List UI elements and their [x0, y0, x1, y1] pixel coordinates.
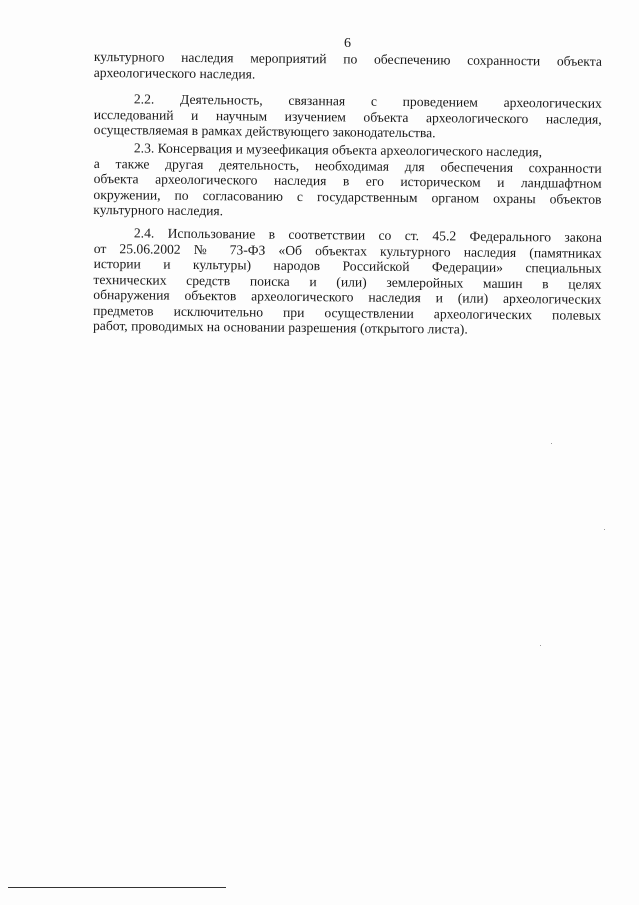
- text-line: культурного наследия.: [93, 201, 224, 219]
- paragraph-2-2: [94, 91, 602, 142]
- text-line: окружении, по согласованию с государственным органом охраны объектов: [93, 186, 602, 207]
- text-line: работ, проводимых на основании разрешения (открытого листа).: [92, 317, 468, 337]
- scan-speck: [540, 645, 541, 646]
- scan-speck: [604, 529, 605, 530]
- text-line: обнаружения объектов археологического наследия и (или) археологических: [93, 286, 602, 307]
- text-line: от 25.06.2002 № 73-ФЗ «Об объектах культурного наследия (памятниках: [93, 240, 602, 261]
- paragraph-2-3: [93, 140, 602, 222]
- text-line: 2.4. Использование в соответствии со ст. 45.2 Федерального закона: [133, 225, 602, 245]
- paragraph-continuation: [94, 49, 602, 85]
- text-line: истории и культуры) народов Российской Федерации» специальных: [93, 255, 602, 276]
- text-line: 2.3. Консервация и музеефикация объекта археологического наследия,: [133, 140, 543, 160]
- text-line: исследований и научным изучением объекта археологического наследия,: [93, 106, 602, 127]
- text-line: осуществляемая в рамках действующего законодательства.: [93, 121, 436, 141]
- text-line: культурного наследия мероприятий по обеспечению сохранности объекта: [93, 49, 602, 69]
- footnote-separator-line: [8, 887, 226, 888]
- text-line: предметов исключительно при осуществлении археологических полевых: [93, 302, 602, 323]
- text-line: а также другая деятельность, необходимая для обеспечения сохранности: [93, 155, 602, 176]
- page-number: 6: [344, 36, 351, 51]
- text-line: 2.2. Деятельность, связанная с проведением археологических: [133, 91, 602, 111]
- scan-speck: [551, 443, 552, 444]
- paragraph-2-4: [93, 225, 602, 338]
- text-line: археологического наследия.: [93, 64, 256, 82]
- text-line: объекта археологического наследия в его историческом и ландшафтном: [93, 170, 602, 191]
- text-line: технических средств поиска и (или) землеройных машин в целях: [93, 271, 602, 292]
